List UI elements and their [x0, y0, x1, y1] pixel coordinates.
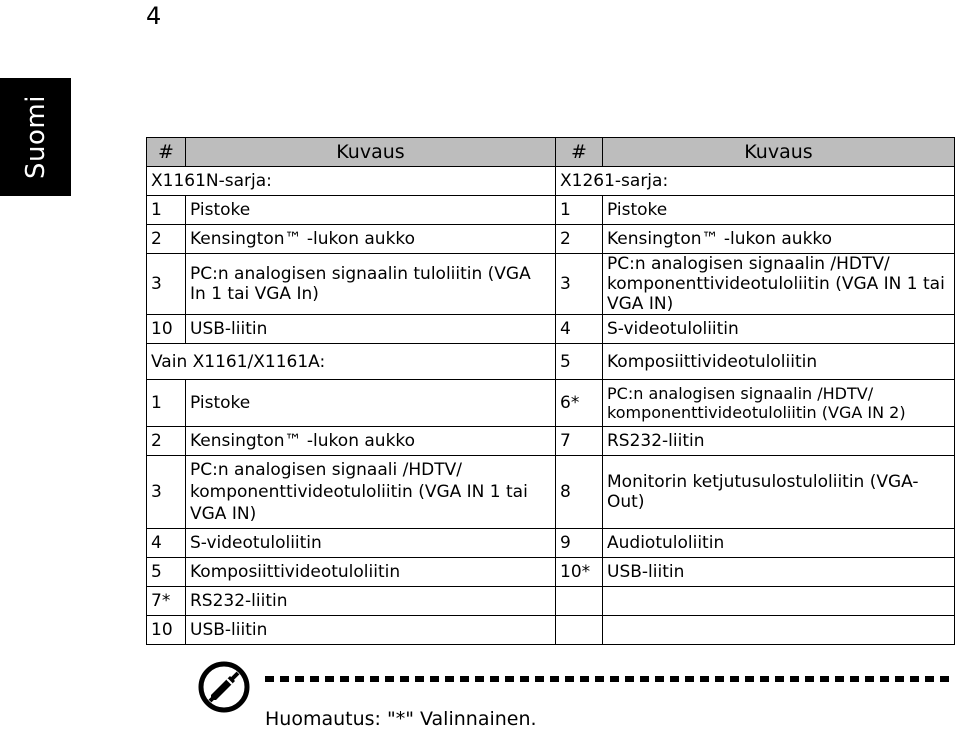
cell-num: 2: [147, 427, 186, 456]
cell-desc: Komposiittivideotuloliitin: [603, 344, 955, 380]
cell-desc: RS232-liitin: [603, 427, 955, 456]
cell-desc: S-videotuloliitin: [603, 315, 955, 344]
cell-num: 1: [147, 196, 186, 225]
table-row: [147, 616, 955, 645]
table-row: [147, 558, 955, 587]
note-body: "*" Valinnainen.: [387, 708, 537, 730]
note-label: Huomautus:: [265, 708, 381, 730]
cell-num: 5: [556, 344, 603, 380]
cell-num: 4: [147, 529, 186, 558]
table-row: [147, 344, 955, 380]
cell-desc: Pistoke: [186, 380, 556, 427]
cell-desc: Pistoke: [186, 196, 556, 225]
cell-desc: Pistoke: [603, 196, 955, 225]
cell-num: 2: [147, 225, 186, 254]
table-row: [147, 456, 955, 529]
cell-desc: [603, 587, 955, 616]
cell-desc: [603, 616, 955, 645]
cell-num: 2: [556, 225, 603, 254]
table-row: [147, 254, 955, 315]
cell-num: 7*: [147, 587, 186, 616]
header-num-right: #: [556, 138, 603, 167]
header-desc-right: Kuvaus: [603, 138, 955, 167]
cell-num: 6*: [556, 380, 603, 427]
table-row: [147, 380, 955, 427]
cell-desc: USB-liitin: [186, 616, 556, 645]
cell-num: 3: [556, 254, 603, 315]
cell-num: [556, 587, 603, 616]
table-row: [147, 315, 955, 344]
cell-desc: USB-liitin: [603, 558, 955, 587]
cell-desc: PC:n analogisen signaali /HDTV/ komponenttivideotuloliitin (VGA IN 1 tai VGA IN): [186, 456, 556, 529]
cell-desc: Monitorin ketjutusulostuloliitin (VGA-Out): [603, 456, 955, 529]
cell-desc: PC:n analogisen signaalin tuloliitin (VGA In 1 tai VGA In): [186, 254, 556, 315]
table-row: [147, 167, 955, 196]
note-pen-icon: [197, 660, 251, 714]
table-row: [147, 587, 955, 616]
group-label-x1261: X1261-sarja:: [556, 167, 955, 196]
group-label-x1161: Vain X1161/X1161A:: [147, 344, 556, 380]
cell-desc: Komposiittivideotuloliitin: [186, 558, 556, 587]
cell-desc: Kensington™ -lukon aukko: [186, 225, 556, 254]
table-row: [147, 225, 955, 254]
cell-desc: Kensington™ -lukon aukko: [186, 427, 556, 456]
cell-desc: Kensington™ -lukon aukko: [603, 225, 955, 254]
cell-num: 1: [147, 380, 186, 427]
language-tab: [0, 78, 71, 196]
cell-num: [556, 616, 603, 645]
note-section: [197, 660, 957, 730]
page-number: 4: [146, 2, 162, 30]
cell-desc: PC:n analogisen signaalin /HDTV/ komponenttivideotuloliitin (VGA IN 2): [603, 380, 955, 427]
header-num-left: #: [147, 138, 186, 167]
table-row: [147, 529, 955, 558]
cell-num: 3: [147, 254, 186, 315]
cell-num: 10: [147, 616, 186, 645]
cell-desc: S-videotuloliitin: [186, 529, 556, 558]
header-desc-left: Kuvaus: [186, 138, 556, 167]
cell-num: 5: [147, 558, 186, 587]
cell-num: 10*: [556, 558, 603, 587]
table-row: [147, 196, 955, 225]
connector-table: [146, 137, 955, 645]
table-header-row: [147, 138, 955, 167]
cell-desc: PC:n analogisen signaalin /HDTV/ komponenttivideotuloliitin (VGA IN 1 tai VGA IN): [603, 254, 955, 315]
cell-num: 8: [556, 456, 603, 529]
language-tab-label: Suomi: [20, 95, 51, 179]
cell-num: 10: [147, 315, 186, 344]
cell-desc: Audiotuloliitin: [603, 529, 955, 558]
note-divider: [265, 676, 955, 682]
cell-num: 7: [556, 427, 603, 456]
note-text: [265, 708, 537, 730]
cell-num: 9: [556, 529, 603, 558]
cell-desc: RS232-liitin: [186, 587, 556, 616]
cell-desc: USB-liitin: [186, 315, 556, 344]
table-row: [147, 427, 955, 456]
group-label-x1161n: X1161N-sarja:: [147, 167, 556, 196]
cell-num: 4: [556, 315, 603, 344]
cell-num: 3: [147, 456, 186, 529]
cell-num: 1: [556, 196, 603, 225]
